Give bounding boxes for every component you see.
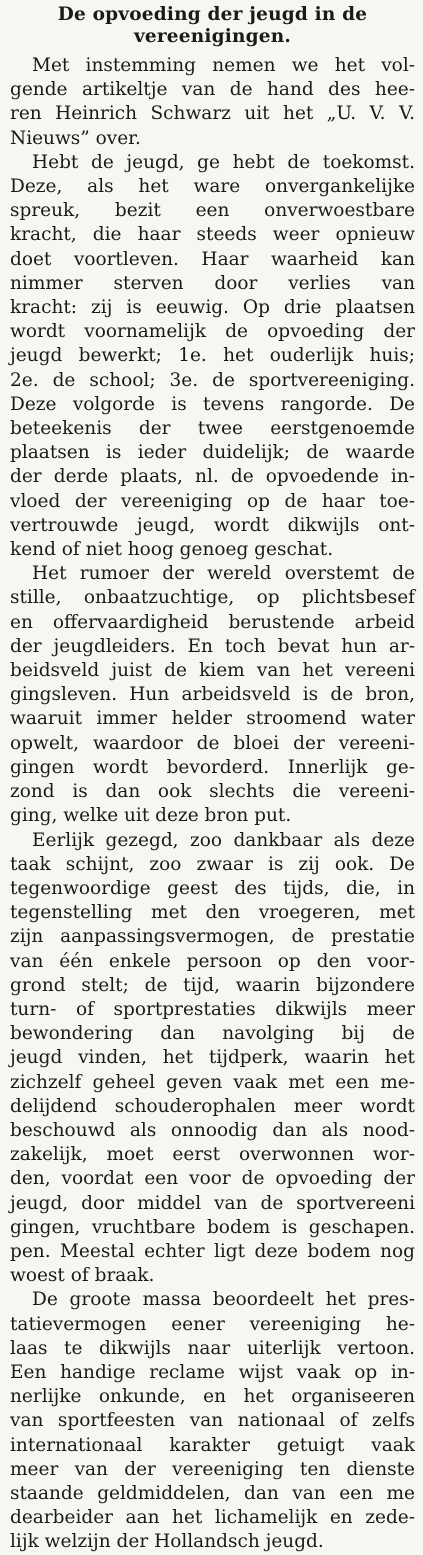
text-line: kracht, die haar steeds weer opnieuw — [10, 224, 415, 246]
text-line: en offervaardigheid berustende arbeid — [10, 611, 415, 633]
text-line: turn- of sportprestaties dikwijls meer — [10, 998, 415, 1020]
text-line: De groote massa beoordeelt het pres- — [32, 1289, 415, 1311]
text-line: jeugd vinden, het tijdperk, waarin het — [10, 1047, 415, 1069]
text-line: wordt voornamelijk de opvoeding der — [10, 321, 415, 343]
article-paragraph — [10, 151, 415, 562]
text-line: Deze volgorde is tevens rangorde. De — [10, 393, 415, 415]
text-line: zond is dan ook slechts die vereeni- — [10, 781, 415, 803]
text-line: stille, onbaatzuchtige, op plichtsbesef — [10, 587, 415, 609]
text-line: plaatsen is ieder duidelijk; de waarde — [10, 442, 415, 464]
title-line: De opvoeding der jeugd in de — [57, 4, 368, 25]
article-paragraph — [10, 829, 415, 1289]
text-line: van één enkele persoon op den voor- — [10, 950, 415, 972]
text-line: nerlijke onkunde, en het organiseeren — [10, 1386, 415, 1408]
article-paragraph — [10, 54, 415, 151]
text-line: meer van der vereeniging ten dienste — [10, 1458, 415, 1480]
text-line: Het rumoer der wereld overstemt de — [32, 563, 415, 585]
text-line: 2e. de school; 3e. de sportvereeniging. — [10, 369, 415, 391]
text-line: woest of braak. — [10, 1265, 155, 1287]
text-line: gende artikeltje van de hand des hee- — [10, 79, 415, 101]
text-line: gingen wordt bevorderd. Innerlijk ge- — [10, 756, 415, 778]
article-paragraph — [10, 562, 415, 828]
text-line: laas te dikwijls naar uiterlijk vertoon. — [10, 1337, 415, 1359]
text-line: ren Heinrich Schwarz uit het „U. V. V. — [10, 103, 415, 125]
text-line: delijdend schouderophalen meer wordt — [10, 1095, 415, 1117]
title-line: vereenigingen. — [133, 26, 292, 47]
text-line: den, voordat een voor de opvoeding der — [10, 1168, 415, 1190]
text-line: Nieuws” over. — [10, 127, 141, 149]
text-line: Met instemming nemen we het vol- — [32, 55, 415, 76]
text-line: der jeugdleiders. En toch bevat hun ar- — [10, 635, 415, 657]
text-line: beschouwd als onnoodig dan als nood- — [10, 1119, 415, 1141]
text-line: Deze, als het ware onvergankelijke — [10, 176, 415, 198]
text-line: zichzelf geheel geven vaak met een me- — [10, 1071, 415, 1093]
text-line: kend of niet hoog genoeg geschat. — [10, 539, 334, 561]
text-line: taak schijnt, zoo zwaar is zij ook. De — [10, 853, 415, 875]
text-line: waaruit immer helder stroomend water — [10, 708, 415, 730]
text-line: vloed der vereeniging op de haar toe- — [10, 490, 415, 512]
text-line: doet voortleven. Haar waarheid kan — [10, 248, 415, 270]
text-line: beteekenis der twee eerstgenoemde — [10, 418, 415, 440]
text-line: pen. Meestal echter ligt deze bodem nog — [10, 1240, 415, 1262]
text-line: gingsleven. Hun arbeidsveld is de bron, — [10, 684, 415, 706]
text-line: jeugd bewerkt; 1e. het ouderlijk huis; — [10, 345, 415, 367]
text-line: gingen, vruchtbare bodem is geschapen. — [10, 1216, 415, 1238]
text-line: Een handige reclame wijst vaak op in- — [10, 1361, 415, 1383]
article-paragraph — [10, 1288, 415, 1554]
text-line: staande geldmiddelen, dan van een me — [10, 1482, 415, 1504]
text-line: tatievermogen eener vereeniging he- — [10, 1313, 415, 1335]
text-line: vertrouwde jeugd, wordt dikwijls ont- — [10, 514, 415, 536]
text-line: zakelijk, moet eerst overwonnen wor- — [10, 1144, 415, 1166]
text-line: opwelt, waardoor de bloei der vereeni- — [10, 732, 415, 754]
text-line: Eerlijk gezegd, zoo dankbaar als deze — [32, 829, 415, 851]
article-body — [10, 54, 415, 1555]
text-line: beidsveld juist de kiem van het vereeni — [10, 660, 415, 682]
text-line: tegenstelling met den vroegeren, met — [10, 902, 415, 924]
text-line: Hebt de jeugd, ge hebt de toekomst. — [32, 151, 415, 173]
text-line: nimmer sterven door verlies van — [10, 272, 415, 294]
text-line: der derde plaats, nl. de opvoedende in- — [10, 466, 415, 488]
text-line: bewondering dan navolging bij de — [10, 1023, 415, 1045]
article-title — [10, 4, 415, 48]
text-line: zijn aanpassingsvermogen, de prestatie — [10, 926, 415, 948]
text-line: grond stelt; de tijd, waarin bijzondere — [10, 974, 415, 996]
text-line: spreuk, bezit een onverwoestbare — [10, 200, 415, 222]
text-line: internationaal karakter getuigt vaak — [10, 1434, 415, 1456]
text-line: tegenwoordige geest des tijds, die, in — [10, 877, 415, 899]
text-line: dearbeider aan het lichamelijk en zede- — [10, 1507, 415, 1529]
text-line: jeugd, door middel van de sportvereeni — [10, 1192, 415, 1214]
text-line: van sportfeesten van nationaal of zelfs — [10, 1410, 415, 1432]
text-line: ging, welke uit deze bron put. — [10, 805, 292, 827]
text-line: lijk welzijn der Hollandsch jeugd. — [10, 1531, 324, 1553]
text-line: kracht: zij is eeuwig. Op drie plaatsen — [10, 297, 415, 319]
